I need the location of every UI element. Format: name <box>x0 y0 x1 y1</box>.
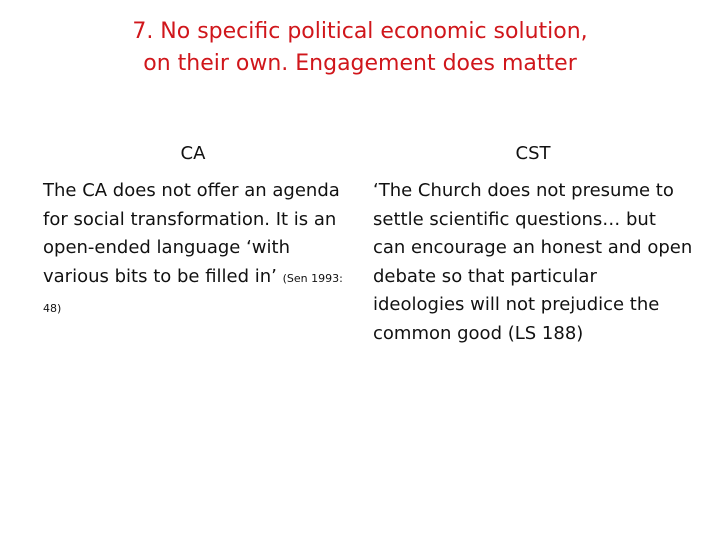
ca-column-text <box>43 177 343 324</box>
cst-column-text: ‘The Church does not presume to settle scientific questions… but can encourage an honest and open debate so that particular ideologies will not prejudice the common good (LS 188) <box>373 180 693 344</box>
slide-title <box>60 16 660 80</box>
ca-column-heading: CA <box>180 143 206 164</box>
slide-title-line-2: on their own. Engagement does matter <box>143 51 577 76</box>
cst-column-heading: CST <box>515 143 551 164</box>
ca-column-citation: (Sen 1993: 48) <box>43 271 343 315</box>
ca-column <box>43 140 343 324</box>
slide-title-line-1: 7. No specific political economic solution, <box>132 19 588 44</box>
ca-column-body: The CA does not offer an agenda for social transformation. It is an open-ended language ‘with various bits to be filled in’ <box>43 180 340 287</box>
cst-column <box>373 140 693 348</box>
